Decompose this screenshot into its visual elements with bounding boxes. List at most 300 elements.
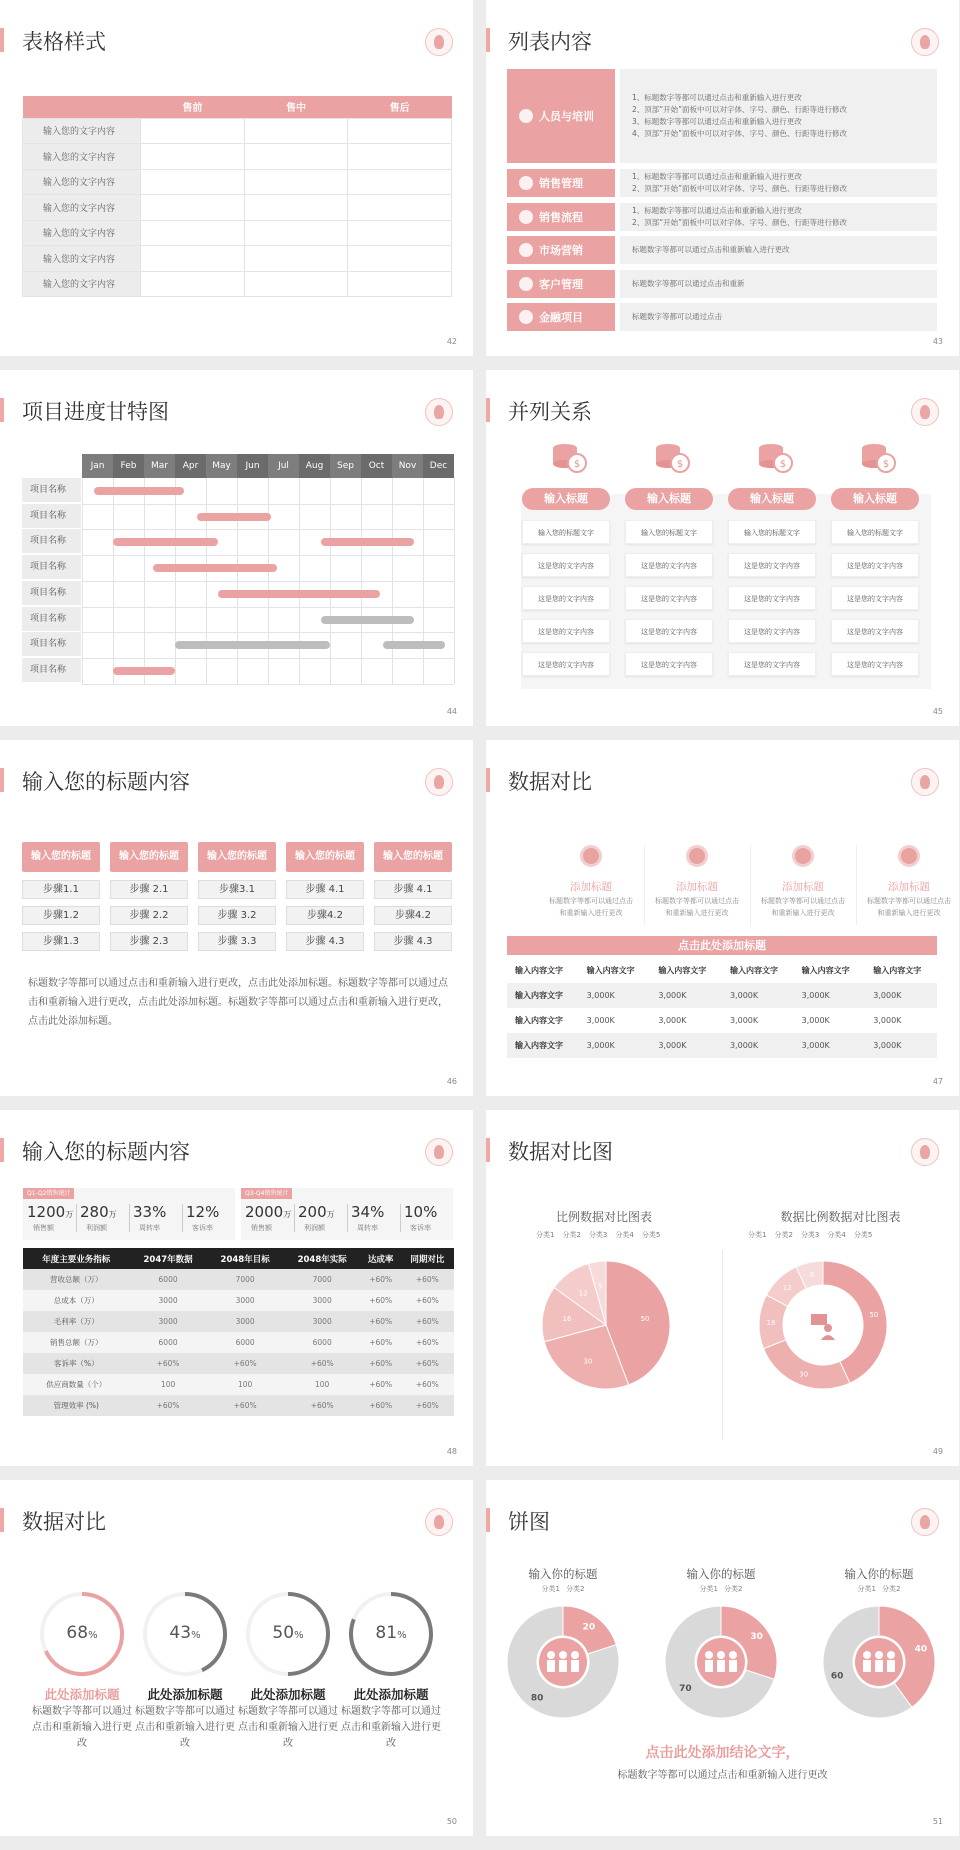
slide-title: 数据对比 <box>508 770 592 794</box>
column-item[interactable]: 这是您的文字内容 <box>831 586 919 610</box>
logo-icon <box>425 398 453 426</box>
gantt-bar[interactable] <box>175 641 330 649</box>
table-cell: 100 <box>237 1380 253 1389</box>
table-cell: 3,000K <box>801 1041 830 1050</box>
slice-label: 12 <box>578 1289 588 1298</box>
table-cell: 输入内容文字 <box>515 1016 563 1025</box>
table-cell: 3000 <box>158 1296 178 1305</box>
column-item[interactable]: 这是您的文字内容 <box>728 553 816 577</box>
table-cell: +60% <box>233 1359 257 1368</box>
svg-text:$: $ <box>573 459 581 470</box>
gantt-chart <box>22 454 453 684</box>
feature-title[interactable]: 添加标题 <box>570 881 612 893</box>
kpi-unit: 万 <box>65 1210 74 1219</box>
legend <box>536 1230 668 1240</box>
table-cell: 客诉率（%） <box>53 1359 99 1368</box>
table-header-cell: 输入内容文字 <box>873 966 922 975</box>
content-line: 2、顶部“开始”面板中可以对字体、字号、颜色、行距等进行修改 <box>632 218 848 227</box>
column-item[interactable]: 这是您的文字内容 <box>522 586 610 610</box>
table-cell: 3,000K <box>658 991 687 1000</box>
feature-desc: 标题数字等都可以通过点击和重新输入进行更改 <box>761 897 845 917</box>
logo-icon <box>911 768 939 796</box>
table-cell: +60% <box>310 1401 334 1410</box>
table-row <box>23 246 452 272</box>
kpi-number: 12% <box>186 1203 220 1221</box>
slide-45[interactable] <box>486 370 959 726</box>
gantt-bar[interactable] <box>197 513 271 521</box>
kpi-value <box>186 1203 219 1221</box>
month-label: Dec <box>423 454 454 478</box>
slice-label: 80 <box>530 1693 544 1704</box>
column-item[interactable]: 这是您的文字内容 <box>625 619 713 643</box>
content-line: 3、标题数字等都可以通过点击和重新输入进行更改 <box>632 117 802 126</box>
table-cell[interactable] <box>141 144 245 170</box>
table-cell[interactable] <box>141 169 245 195</box>
column-item[interactable]: 这是您的文字内容 <box>625 586 713 610</box>
money-icon <box>519 310 533 324</box>
table-cell[interactable] <box>348 169 452 195</box>
table-cell: 6000 <box>158 1338 178 1347</box>
column-item[interactable]: 这是您的文字内容 <box>522 652 610 676</box>
slide-42[interactable] <box>0 0 473 356</box>
table-cell: 供应商数量（个） <box>46 1380 107 1389</box>
column-item[interactable]: 输入您的标题文字 <box>831 520 919 544</box>
row-label: 输入您的文字内容 <box>23 195 141 221</box>
table-cell[interactable] <box>141 195 245 221</box>
step-item[interactable]: 步骤4.2 <box>286 906 364 925</box>
kpi-value <box>245 1203 291 1221</box>
kpi-group-tag: Q1-Q2销售统计 <box>23 1188 74 1199</box>
kpi-label: 客诉率 <box>410 1224 431 1232</box>
table-cell: 3,000K <box>801 991 830 1000</box>
step-column-title[interactable]: 输入您的标题 <box>110 842 188 872</box>
table-cell: 3,000K <box>873 1041 902 1050</box>
kpi-number: 33% <box>133 1203 167 1221</box>
row-label: 输入您的文字内容 <box>23 246 141 272</box>
row-label: 输入您的文字内容 <box>23 118 141 144</box>
slide-50[interactable] <box>0 1480 473 1836</box>
slice-label: 30 <box>799 1370 809 1379</box>
title-accent-bar <box>0 398 4 422</box>
table-row <box>23 169 452 195</box>
content-line: 4、顶部“开始”面板中可以对字体、字号、颜色、行距等进行修改 <box>632 129 848 138</box>
table-cell[interactable] <box>348 118 452 144</box>
table-header-row <box>507 958 937 983</box>
legend-item: 分类2 <box>566 1585 585 1593</box>
slide-title: 输入您的标题内容 <box>22 770 190 794</box>
step-item[interactable]: 步骤4.2 <box>374 906 452 925</box>
grid-line <box>423 478 424 684</box>
percent-unit: % <box>397 1630 407 1641</box>
title-accent-bar <box>486 1508 490 1532</box>
column-item[interactable]: 这是您的文字内容 <box>728 619 816 643</box>
feature-title[interactable]: 添加标题 <box>888 881 930 893</box>
table-cell: 3,000K <box>729 1016 759 1025</box>
donut-chart <box>819 1602 939 1722</box>
month-label: Jan <box>82 454 113 478</box>
column-item[interactable]: 这是您的文字内容 <box>625 553 713 577</box>
item-title[interactable]: 此处添加标题 <box>250 1687 326 1702</box>
people-icon <box>519 109 533 123</box>
step-item[interactable]: 步骤 4.3 <box>286 932 364 951</box>
table-cell: +60% <box>415 1401 439 1410</box>
slice-label: 8 <box>809 1271 815 1280</box>
percent-unit: % <box>294 1630 304 1641</box>
column-item[interactable]: 这是您的文字内容 <box>728 652 816 676</box>
feature-title[interactable]: 添加标题 <box>782 881 824 893</box>
table-header-cell: 输入内容文字 <box>586 966 635 975</box>
grid-line <box>175 478 176 684</box>
step-item[interactable]: 步骤1.2 <box>22 906 100 925</box>
table-cell: 3,000K <box>658 1016 687 1025</box>
pie-badge-icon <box>580 845 602 867</box>
month-label: Jul <box>268 454 299 478</box>
table-cell[interactable] <box>348 271 452 297</box>
table-header-cell: 达成率 <box>361 1248 401 1269</box>
month-label: Feb <box>113 454 144 478</box>
column-item[interactable]: 这是您的文字内容 <box>522 553 610 577</box>
slice-label: 40 <box>914 1644 928 1655</box>
kpi-label: 周转率 <box>139 1224 160 1232</box>
gantt-bar[interactable] <box>383 641 445 649</box>
table-cell[interactable] <box>244 144 348 170</box>
table-cell[interactable] <box>348 195 452 221</box>
legend-item: 分类2 <box>562 1231 581 1239</box>
slide-49[interactable] <box>486 1110 959 1466</box>
table-cell: 7000 <box>312 1275 332 1284</box>
slide-title: 表格样式 <box>22 30 106 54</box>
table-cell: +60% <box>415 1338 439 1347</box>
table-cell[interactable] <box>348 144 452 170</box>
slide-title: 项目进度甘特图 <box>22 400 169 424</box>
gantt-row-label: 项目名称 <box>22 478 81 503</box>
slide-44[interactable] <box>0 370 473 726</box>
title-accent-bar <box>0 1508 4 1532</box>
table-cell: +60% <box>369 1296 393 1305</box>
label-text: 人员与培训 <box>539 110 594 123</box>
step-item[interactable]: 步骤 4.3 <box>374 932 452 951</box>
column-title[interactable]: 输入标题 <box>831 488 919 510</box>
table-header-row <box>23 1248 454 1269</box>
slide-47[interactable] <box>486 740 959 1096</box>
column-item[interactable]: 这是您的文字内容 <box>728 586 816 610</box>
table-cell: 3,000K <box>873 991 902 1000</box>
legend-item: 分类4 <box>827 1231 846 1239</box>
kpi-number: 1200 <box>27 1203 66 1221</box>
parallel-column <box>728 370 823 720</box>
table-cell[interactable] <box>244 220 348 246</box>
coins-icon <box>757 440 793 474</box>
gantt-bar[interactable] <box>113 667 175 675</box>
table-header-cell <box>23 96 141 118</box>
table-cell[interactable] <box>244 271 348 297</box>
table-cell[interactable] <box>348 246 452 272</box>
table-cell[interactable] <box>141 118 245 144</box>
step-item[interactable]: 步骤1.1 <box>22 880 100 899</box>
table-cell: 3,000K <box>729 991 759 1000</box>
table-cell: +60% <box>369 1275 393 1284</box>
table-header-cell: 2047年数据 <box>130 1248 207 1269</box>
legend-item: 分类2 <box>724 1585 743 1593</box>
item-title[interactable]: 此处添加标题 <box>147 1687 223 1702</box>
table-cell: +60% <box>369 1380 393 1389</box>
gantt-bar[interactable] <box>321 616 414 624</box>
slide-title: 饼图 <box>508 1510 550 1534</box>
column-item[interactable]: 这是您的文字内容 <box>831 619 919 643</box>
table-cell: 3000 <box>158 1317 178 1326</box>
row-label: 输入您的文字内容 <box>23 144 141 170</box>
table-cell: +60% <box>156 1359 180 1368</box>
banner[interactable]: 点击此处添加标题 <box>507 936 937 955</box>
grid-line <box>361 478 362 684</box>
slide-43[interactable] <box>486 0 959 356</box>
step-column-title[interactable]: 输入您的标题 <box>286 842 364 872</box>
table-cell: 毛利率（万） <box>53 1317 99 1326</box>
legend-item: 分类4 <box>615 1231 634 1239</box>
table-row <box>23 1269 454 1290</box>
list-item[interactable] <box>507 69 937 163</box>
step-item[interactable]: 步骤 4.1 <box>374 880 452 899</box>
item-title[interactable]: 此处添加标题 <box>353 1687 429 1702</box>
list-item-label <box>507 303 615 331</box>
column-title[interactable]: 输入标题 <box>625 488 713 510</box>
slide-title: 并列关系 <box>508 400 592 424</box>
kpi-value <box>27 1203 73 1221</box>
content-line: 1、标题数字等都可以通过点击和重新输入进行更改 <box>632 172 802 181</box>
column-item[interactable]: 输入您的标题文字 <box>522 520 610 544</box>
pie-slice[interactable] <box>764 1340 850 1389</box>
content-line: 1、标题数字等都可以通过点击和重新输入进行更改 <box>632 206 802 215</box>
row-label: 输入您的文字内容 <box>23 220 141 246</box>
gantt-bar[interactable] <box>218 590 379 598</box>
table-cell[interactable] <box>244 118 348 144</box>
list-item[interactable] <box>507 169 937 197</box>
grid-line <box>299 478 300 684</box>
chart-title: 输入你的标题 <box>686 1567 756 1581</box>
month-label: Sep <box>330 454 361 478</box>
svg-text:$: $ <box>882 459 890 470</box>
table-cell[interactable] <box>141 246 245 272</box>
coins-icon <box>654 440 690 474</box>
list-item-content <box>620 69 937 163</box>
table-cell: 3000 <box>235 1317 255 1326</box>
slice-label: 5 <box>598 1282 603 1291</box>
list-item[interactable] <box>507 270 937 298</box>
list-item-content <box>620 303 937 331</box>
legend-item: 分类5 <box>641 1231 661 1239</box>
step-item[interactable]: 步骤3.1 <box>198 880 276 899</box>
list-item[interactable] <box>507 203 937 231</box>
percent-value: 43 <box>169 1623 192 1643</box>
list-item-label <box>507 203 615 231</box>
divider <box>400 1204 401 1232</box>
kpi-label: 销售额 <box>251 1224 272 1232</box>
list-item[interactable] <box>507 303 937 331</box>
grid-line <box>392 478 393 684</box>
column-item[interactable]: 这是您的文字内容 <box>831 652 919 676</box>
donut-chart <box>661 1602 781 1722</box>
table-cell: +60% <box>415 1275 439 1284</box>
step-item[interactable]: 步骤 2.1 <box>110 880 188 899</box>
table-cell: 总成本（万） <box>53 1296 99 1305</box>
kpi-label: 客诉率 <box>192 1224 213 1232</box>
table-cell[interactable] <box>244 169 348 195</box>
title-accent-bar <box>486 768 490 792</box>
column-item[interactable]: 输入您的标题文字 <box>625 520 713 544</box>
step-column-title[interactable]: 输入您的标题 <box>374 842 452 872</box>
table-row <box>507 1008 937 1033</box>
table-cell: 3,000K <box>658 1041 687 1050</box>
title-accent-bar <box>0 28 4 52</box>
percent-value: 68 <box>66 1623 89 1643</box>
table-cell[interactable] <box>348 220 452 246</box>
table-cell: 管理效率 (%) <box>53 1401 99 1410</box>
step-item[interactable]: 步骤 3.2 <box>198 906 276 925</box>
page-number: 42 <box>446 337 457 346</box>
list-item-content <box>620 169 937 197</box>
kpi-number: 2000 <box>245 1203 284 1221</box>
grid-line <box>454 478 455 684</box>
percent-label <box>141 1623 229 1643</box>
title-accent-bar <box>486 398 490 422</box>
month-label: Aug <box>299 454 330 478</box>
cycle-icon <box>519 210 533 224</box>
table-row <box>23 1332 454 1353</box>
logo-icon <box>911 28 939 56</box>
step-column-title[interactable]: 输入您的标题 <box>22 842 100 872</box>
slice-label: 50 <box>640 1314 650 1323</box>
gantt-row-label: 项目名称 <box>22 504 81 529</box>
gantt-bar[interactable] <box>113 538 218 546</box>
title-accent-bar <box>0 768 4 792</box>
kpi-number: 10% <box>404 1203 438 1221</box>
bar-chart-icon <box>519 243 533 257</box>
table-cell: 3,000K <box>801 1016 830 1025</box>
slide-48[interactable] <box>0 1110 473 1466</box>
table-row <box>23 220 452 246</box>
logo-icon <box>425 1138 453 1166</box>
month-label: May <box>206 454 237 478</box>
feature-title[interactable]: 添加标题 <box>676 881 718 893</box>
parallel-column <box>522 370 617 720</box>
slide-title: 列表内容 <box>508 30 592 54</box>
handshake-icon <box>519 176 533 190</box>
table-cell[interactable] <box>244 195 348 221</box>
step-item[interactable]: 步骤 2.2 <box>110 906 188 925</box>
gantt-bar[interactable] <box>321 538 414 546</box>
table-row <box>23 271 452 297</box>
page-number: 51 <box>932 1817 943 1826</box>
gantt-row-label: 项目名称 <box>22 658 81 683</box>
content-line: 2、顶部“开始”面板中可以对字体、字号、颜色、行距等进行修改 <box>632 184 848 193</box>
divider <box>856 845 857 925</box>
table-cell: 6000 <box>312 1338 332 1347</box>
page-number: 46 <box>446 1077 457 1086</box>
legend-item: 分类5 <box>853 1231 873 1239</box>
item-title[interactable]: 此处添加标题 <box>44 1687 120 1702</box>
content-line: 2、顶部“开始”面板中可以对字体、字号、颜色、行距等进行修改 <box>632 105 848 114</box>
grid-line <box>268 478 269 684</box>
team-icon <box>863 1651 895 1672</box>
table-cell[interactable] <box>244 246 348 272</box>
column-item[interactable]: 这是您的文字内容 <box>831 553 919 577</box>
table-cell: 3000 <box>312 1317 332 1326</box>
kpi-unit: 万 <box>283 1210 292 1219</box>
page-number: 45 <box>932 707 943 716</box>
column-item[interactable]: 这是您的文字内容 <box>522 619 610 643</box>
percent-label <box>347 1623 435 1643</box>
column-item[interactable]: 输入您的标题文字 <box>728 520 816 544</box>
legend-item: 分类3 <box>800 1231 820 1239</box>
month-label: Nov <box>392 454 423 478</box>
column-title[interactable]: 输入标题 <box>728 488 816 510</box>
legend <box>658 1584 784 1594</box>
step-item[interactable]: 步骤 4.1 <box>286 880 364 899</box>
table-header-cell: 售后 <box>348 96 452 118</box>
kpi-value <box>80 1203 117 1221</box>
table-header-cell: 同期对比 <box>401 1248 454 1269</box>
column-item[interactable]: 这是您的文字内容 <box>625 652 713 676</box>
grid-line <box>82 478 83 684</box>
table-row <box>23 1353 454 1374</box>
conclusion-sub: 标题数字等都可以通过点击和重新输入进行更改 <box>617 1770 828 1781</box>
month-label: Apr <box>175 454 206 478</box>
legend-item: 分类1 <box>541 1585 560 1593</box>
step-item[interactable]: 步骤1.3 <box>22 932 100 951</box>
presenter-icon <box>811 1314 835 1340</box>
table-cell: +60% <box>369 1338 393 1347</box>
step-item[interactable]: 步骤 2.3 <box>110 932 188 951</box>
gantt-bar[interactable] <box>94 487 184 495</box>
table-cell: 3,000K <box>729 1041 759 1050</box>
table-header-cell: 售前 <box>141 96 245 118</box>
column-title[interactable]: 输入标题 <box>522 488 610 510</box>
step-item[interactable]: 步骤 3.3 <box>198 932 276 951</box>
gantt-bar[interactable] <box>153 564 277 572</box>
legend-item: 分类3 <box>588 1231 608 1239</box>
content-line: 标题数字等都可以通过点击和重新 <box>632 279 745 288</box>
table-cell: +60% <box>415 1380 439 1389</box>
pie-chart <box>531 1250 681 1400</box>
table-cell: 3,000K <box>586 1016 615 1025</box>
svg-text:$: $ <box>676 459 684 470</box>
slide-51[interactable] <box>486 1480 959 1836</box>
pie-badge-icon <box>686 845 708 867</box>
percent-unit: % <box>88 1630 98 1641</box>
chart-title: 比例数据对比图表 <box>555 1210 652 1224</box>
divider <box>347 1204 348 1232</box>
table-cell: 销售总额（万） <box>50 1338 103 1347</box>
slice-label: 30 <box>583 1357 593 1366</box>
step-column-title[interactable]: 输入您的标题 <box>198 842 276 872</box>
table-cell[interactable] <box>141 220 245 246</box>
legend-item: 分类2 <box>774 1231 793 1239</box>
table-row <box>23 195 452 221</box>
table-cell[interactable] <box>141 271 245 297</box>
page-number: 49 <box>932 1447 943 1456</box>
label-text: 客户管理 <box>539 278 583 291</box>
legend-item: 分类2 <box>882 1585 901 1593</box>
kpi-label: 利润额 <box>86 1224 107 1232</box>
logo-icon <box>425 768 453 796</box>
table-header-cell: 2048年实际 <box>284 1248 361 1269</box>
list-item[interactable] <box>507 236 937 264</box>
table-cell: +60% <box>415 1359 439 1368</box>
conclusion-text[interactable]: 点击此处添加结论文字， <box>645 1745 800 1761</box>
slide-46[interactable] <box>0 740 473 1096</box>
kpi-number: 34% <box>351 1203 385 1221</box>
slide-title: 数据对比图 <box>508 1140 613 1164</box>
